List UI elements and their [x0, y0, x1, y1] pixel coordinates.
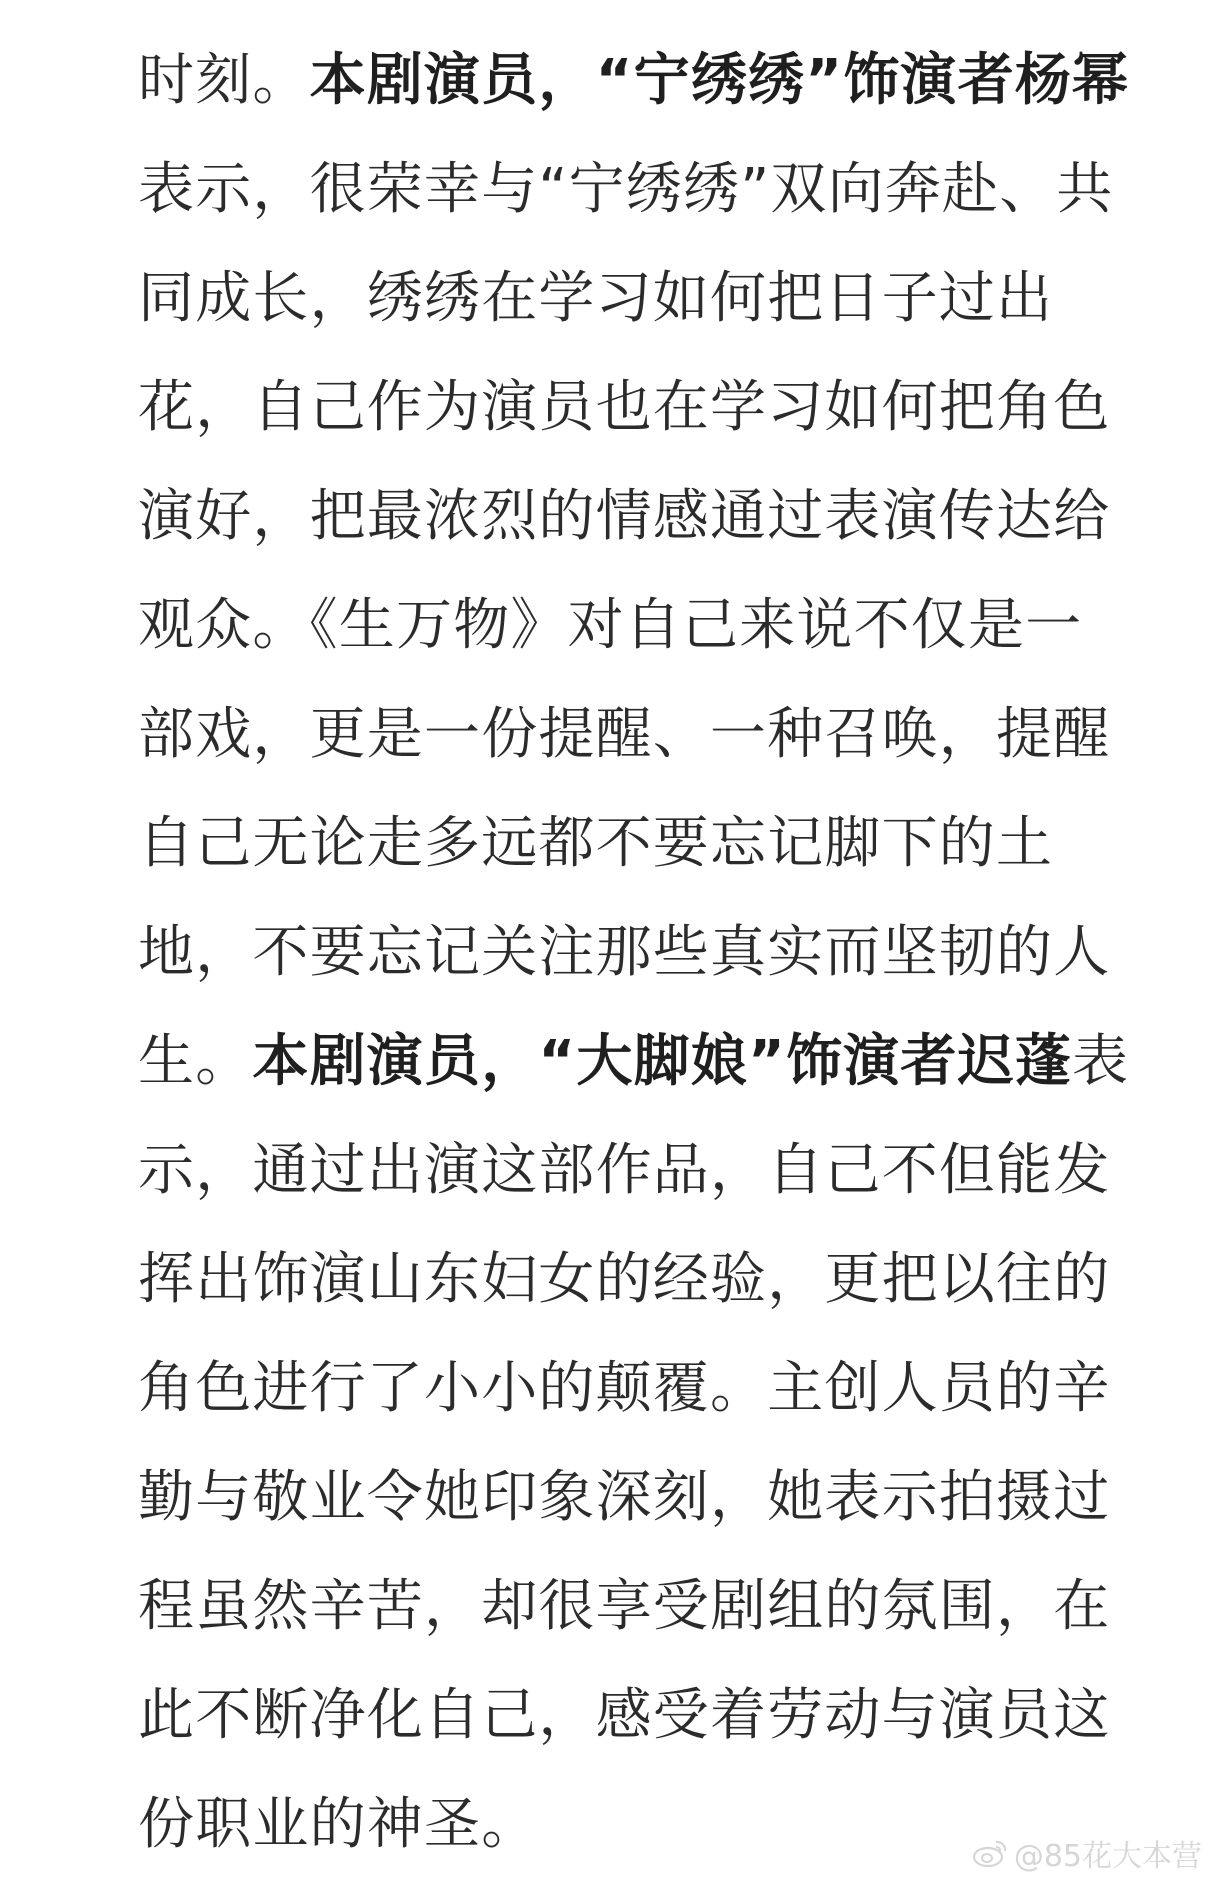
text-line — [138, 789, 1088, 898]
text-segment: 自己无论走多远都不要忘记脚下的土 — [138, 811, 1054, 876]
text-segment: 示，通过出演这部作品，自己不但能发 — [138, 1138, 1111, 1203]
text-line — [138, 135, 1114, 244]
text-line — [138, 1225, 1111, 1334]
text-line — [138, 898, 1111, 1007]
text-line — [138, 1552, 1111, 1661]
weibo-icon — [972, 1838, 1008, 1868]
text-segment: 程虽然辛苦，却很享受剧组的氛围，在 — [138, 1574, 1111, 1639]
text-line — [138, 1661, 1111, 1770]
text-segment: 花，自己作为演员也在学习如何把角色 — [138, 375, 1111, 440]
text-segment: 演好，把最浓烈的情感通过表演传达给 — [138, 484, 1111, 549]
text-line — [138, 244, 1088, 353]
text-segment: 表示，很荣幸与“宁绣绣”双向奔赴、共 — [138, 157, 1114, 222]
text-segment: 此不断净化自己，感受着劳动与演员这 — [138, 1683, 1111, 1748]
text-segment: 份职业的神圣。 — [138, 1792, 539, 1857]
text-line — [138, 571, 1088, 680]
text-line — [138, 462, 1111, 571]
text-line — [138, 1334, 1111, 1443]
text-segment: 勤与敬业令她印象深刻，她表示拍摄过 — [138, 1465, 1111, 1530]
text-segment: 时刻。 — [138, 48, 310, 113]
text-line — [138, 26, 1130, 135]
text-line — [138, 1116, 1111, 1225]
text-segment: 观众。《生万物》对自己来说不仅是一 — [138, 593, 1083, 658]
text-line — [138, 680, 1111, 789]
text-line — [138, 1007, 1130, 1116]
text-segment: 角色进行了小小的颠覆。主创人员的辛 — [138, 1356, 1111, 1421]
text-line — [138, 1770, 1088, 1879]
watermark-text: @85花大本营 — [1013, 1839, 1202, 1874]
bold-text-segment: 本剧演员，“宁绣绣”饰演者杨幂 — [309, 48, 1130, 113]
text-segment: 挥出饰演山东妇女的经验，更把以往的 — [138, 1247, 1111, 1312]
text-line — [138, 353, 1111, 462]
text-line — [138, 1443, 1111, 1552]
weibo-watermark — [972, 1831, 1202, 1875]
text-segment: 地，不要忘记关注那些真实而坚韧的人 — [138, 920, 1111, 985]
text-segment: 同成长，绣绣在学习如何把日子过出 — [138, 266, 1054, 331]
text-segment: 生。 — [138, 1029, 253, 1094]
bold-text-segment: 本剧演员，“大脚娘”饰演者迟蓬 — [252, 1029, 1073, 1094]
text-segment: 部戏，更是一份提醒、一种召唤，提醒 — [138, 702, 1111, 767]
text-segment: 表 — [1072, 1029, 1130, 1094]
